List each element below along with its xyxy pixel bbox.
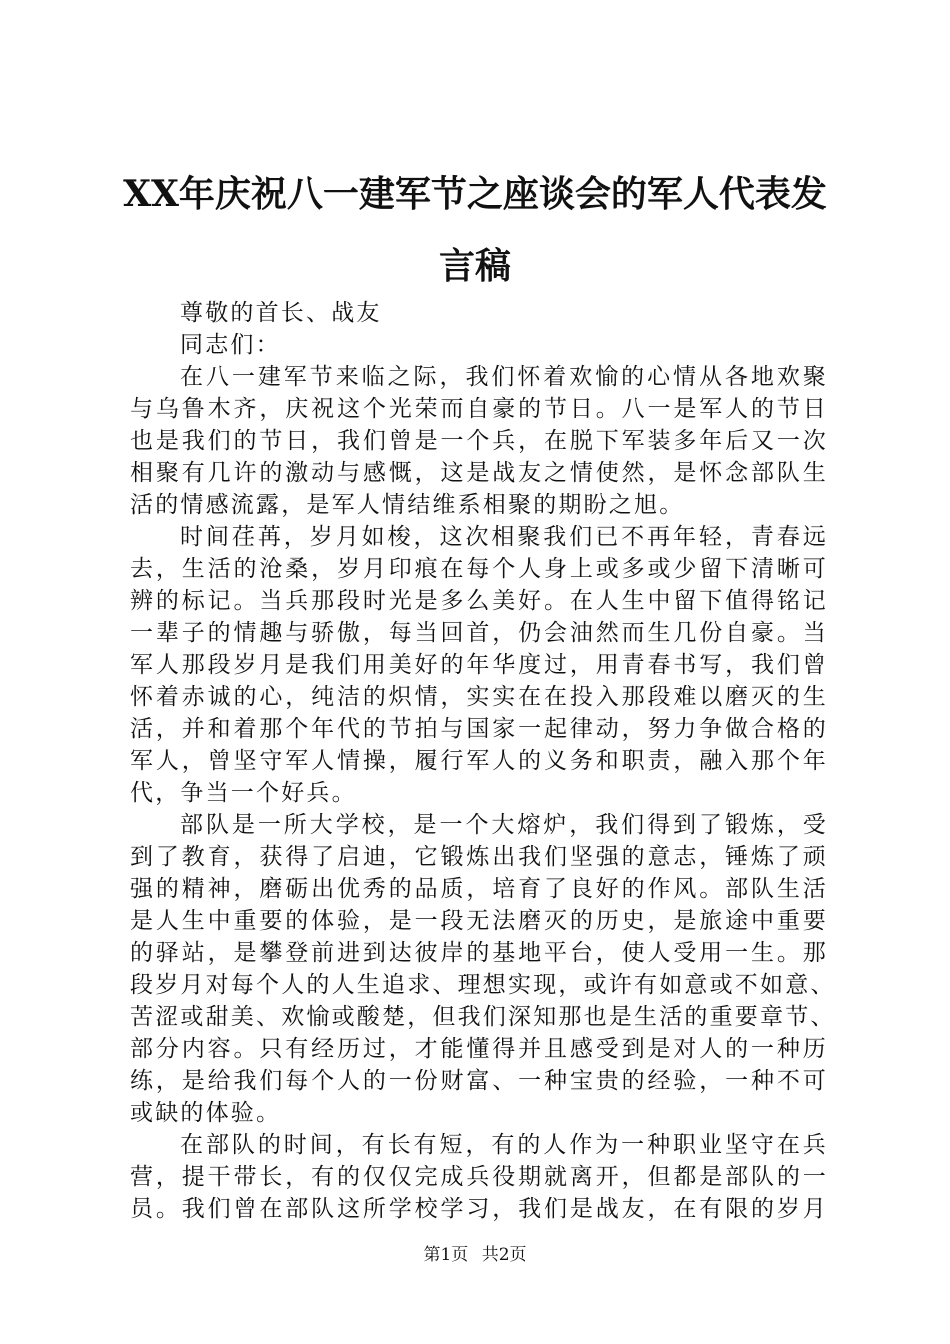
text-line: 到了教育，获得了启迪，它锻炼出我们坚强的意志，锤炼了顽 — [130, 844, 828, 870]
text-line: 活，并和着那个年代的节拍与国家一起律动，努力争做合格的 — [130, 716, 828, 742]
document-body — [130, 297, 836, 1225]
page-footer — [0, 1243, 950, 1267]
title-line-2: 言稿 — [438, 245, 511, 287]
title-line-1: XX年庆祝八一建军节之座谈会的军人代表发 — [123, 173, 827, 215]
page-number: 第1页 — [423, 1245, 469, 1265]
text-line: 部分内容。只有经历过，才能懂得并且感受到是对人的一种历 — [130, 1036, 828, 1062]
text-line: 相聚有几许的激动与感慨，这是战友之情使然，是怀念部队生 — [130, 460, 828, 486]
text-line: 在八一建军节来临之际，我们怀着欢愉的心情从各地欢聚 — [180, 364, 828, 390]
text-line: 段岁月对每个人的人生追求、理想实现，或许有如意或不如意、 — [130, 972, 836, 998]
text-line: 尊敬的首长、战友 — [180, 300, 382, 326]
text-line: 或缺的体验。 — [130, 1100, 282, 1126]
text-line: 与乌鲁木齐，庆祝这个光荣而自豪的节日。八一是军人的节日 — [130, 396, 828, 422]
text-line: 代，争当一个好兵。 — [130, 780, 357, 806]
text-line: 辨的标记。当兵那段时光是多么美好。在人生中留下值得铭记 — [130, 588, 828, 614]
text-line: 活的情感流露，是军人情结维系相聚的期盼之旭。 — [130, 492, 685, 518]
text-line: 军人，曾坚守军人情操，履行军人的义务和职责，融入那个年 — [130, 748, 828, 774]
text-line: 强的精神，磨砺出优秀的品质，培育了良好的作风。部队生活 — [130, 876, 828, 902]
text-line: 是人生中重要的体验，是一段无法磨灭的历史，是旅途中重要 — [130, 908, 828, 934]
text-line: 去，生活的沧桑，岁月印痕在每个人身上或多或少留下清晰可 — [130, 556, 828, 582]
page-total: 共2页 — [481, 1245, 527, 1265]
text-line: 同志们： — [180, 332, 281, 358]
text-line: 营，提干带长，有的仅仅完成兵役期就离开，但都是部队的一 — [130, 1164, 828, 1190]
text-line: 在部队的时间，有长有短，有的人作为一种职业坚守在兵 — [180, 1132, 828, 1158]
text-line: 怀着赤诚的心，纯洁的炽情，实实在在投入那段难以磨灭的生 — [130, 684, 828, 710]
text-line: 的驿站，是攀登前进到达彼岸的基地平台，使人受用一生。那 — [130, 940, 828, 966]
text-line: 时间荏苒，岁月如梭，这次相聚我们已不再年轻，青春远 — [180, 524, 828, 550]
text-line: 也是我们的节日，我们曾是一个兵，在脱下军装多年后又一次 — [130, 428, 828, 454]
text-line: 部队是一所大学校，是一个大熔炉，我们得到了锻炼，受 — [180, 812, 828, 838]
text-line: 一辈子的情趣与骄傲，每当回首，仍会油然而生几份自豪。当 — [130, 620, 828, 646]
text-line: 练，是给我们每个人的一份财富、一种宝贵的经验，一种不可 — [130, 1068, 828, 1094]
text-line: 苦涩或甜美、欢愉或酸楚，但我们深知那也是生活的重要章节、 — [130, 1004, 836, 1030]
document-title — [110, 158, 840, 302]
text-line: 军人那段岁月是我们用美好的年华度过，用青春书写，我们曾 — [130, 652, 828, 678]
text-line: 员。我们曾在部队这所学校学习，我们是战友，在有限的岁月 — [130, 1196, 828, 1222]
